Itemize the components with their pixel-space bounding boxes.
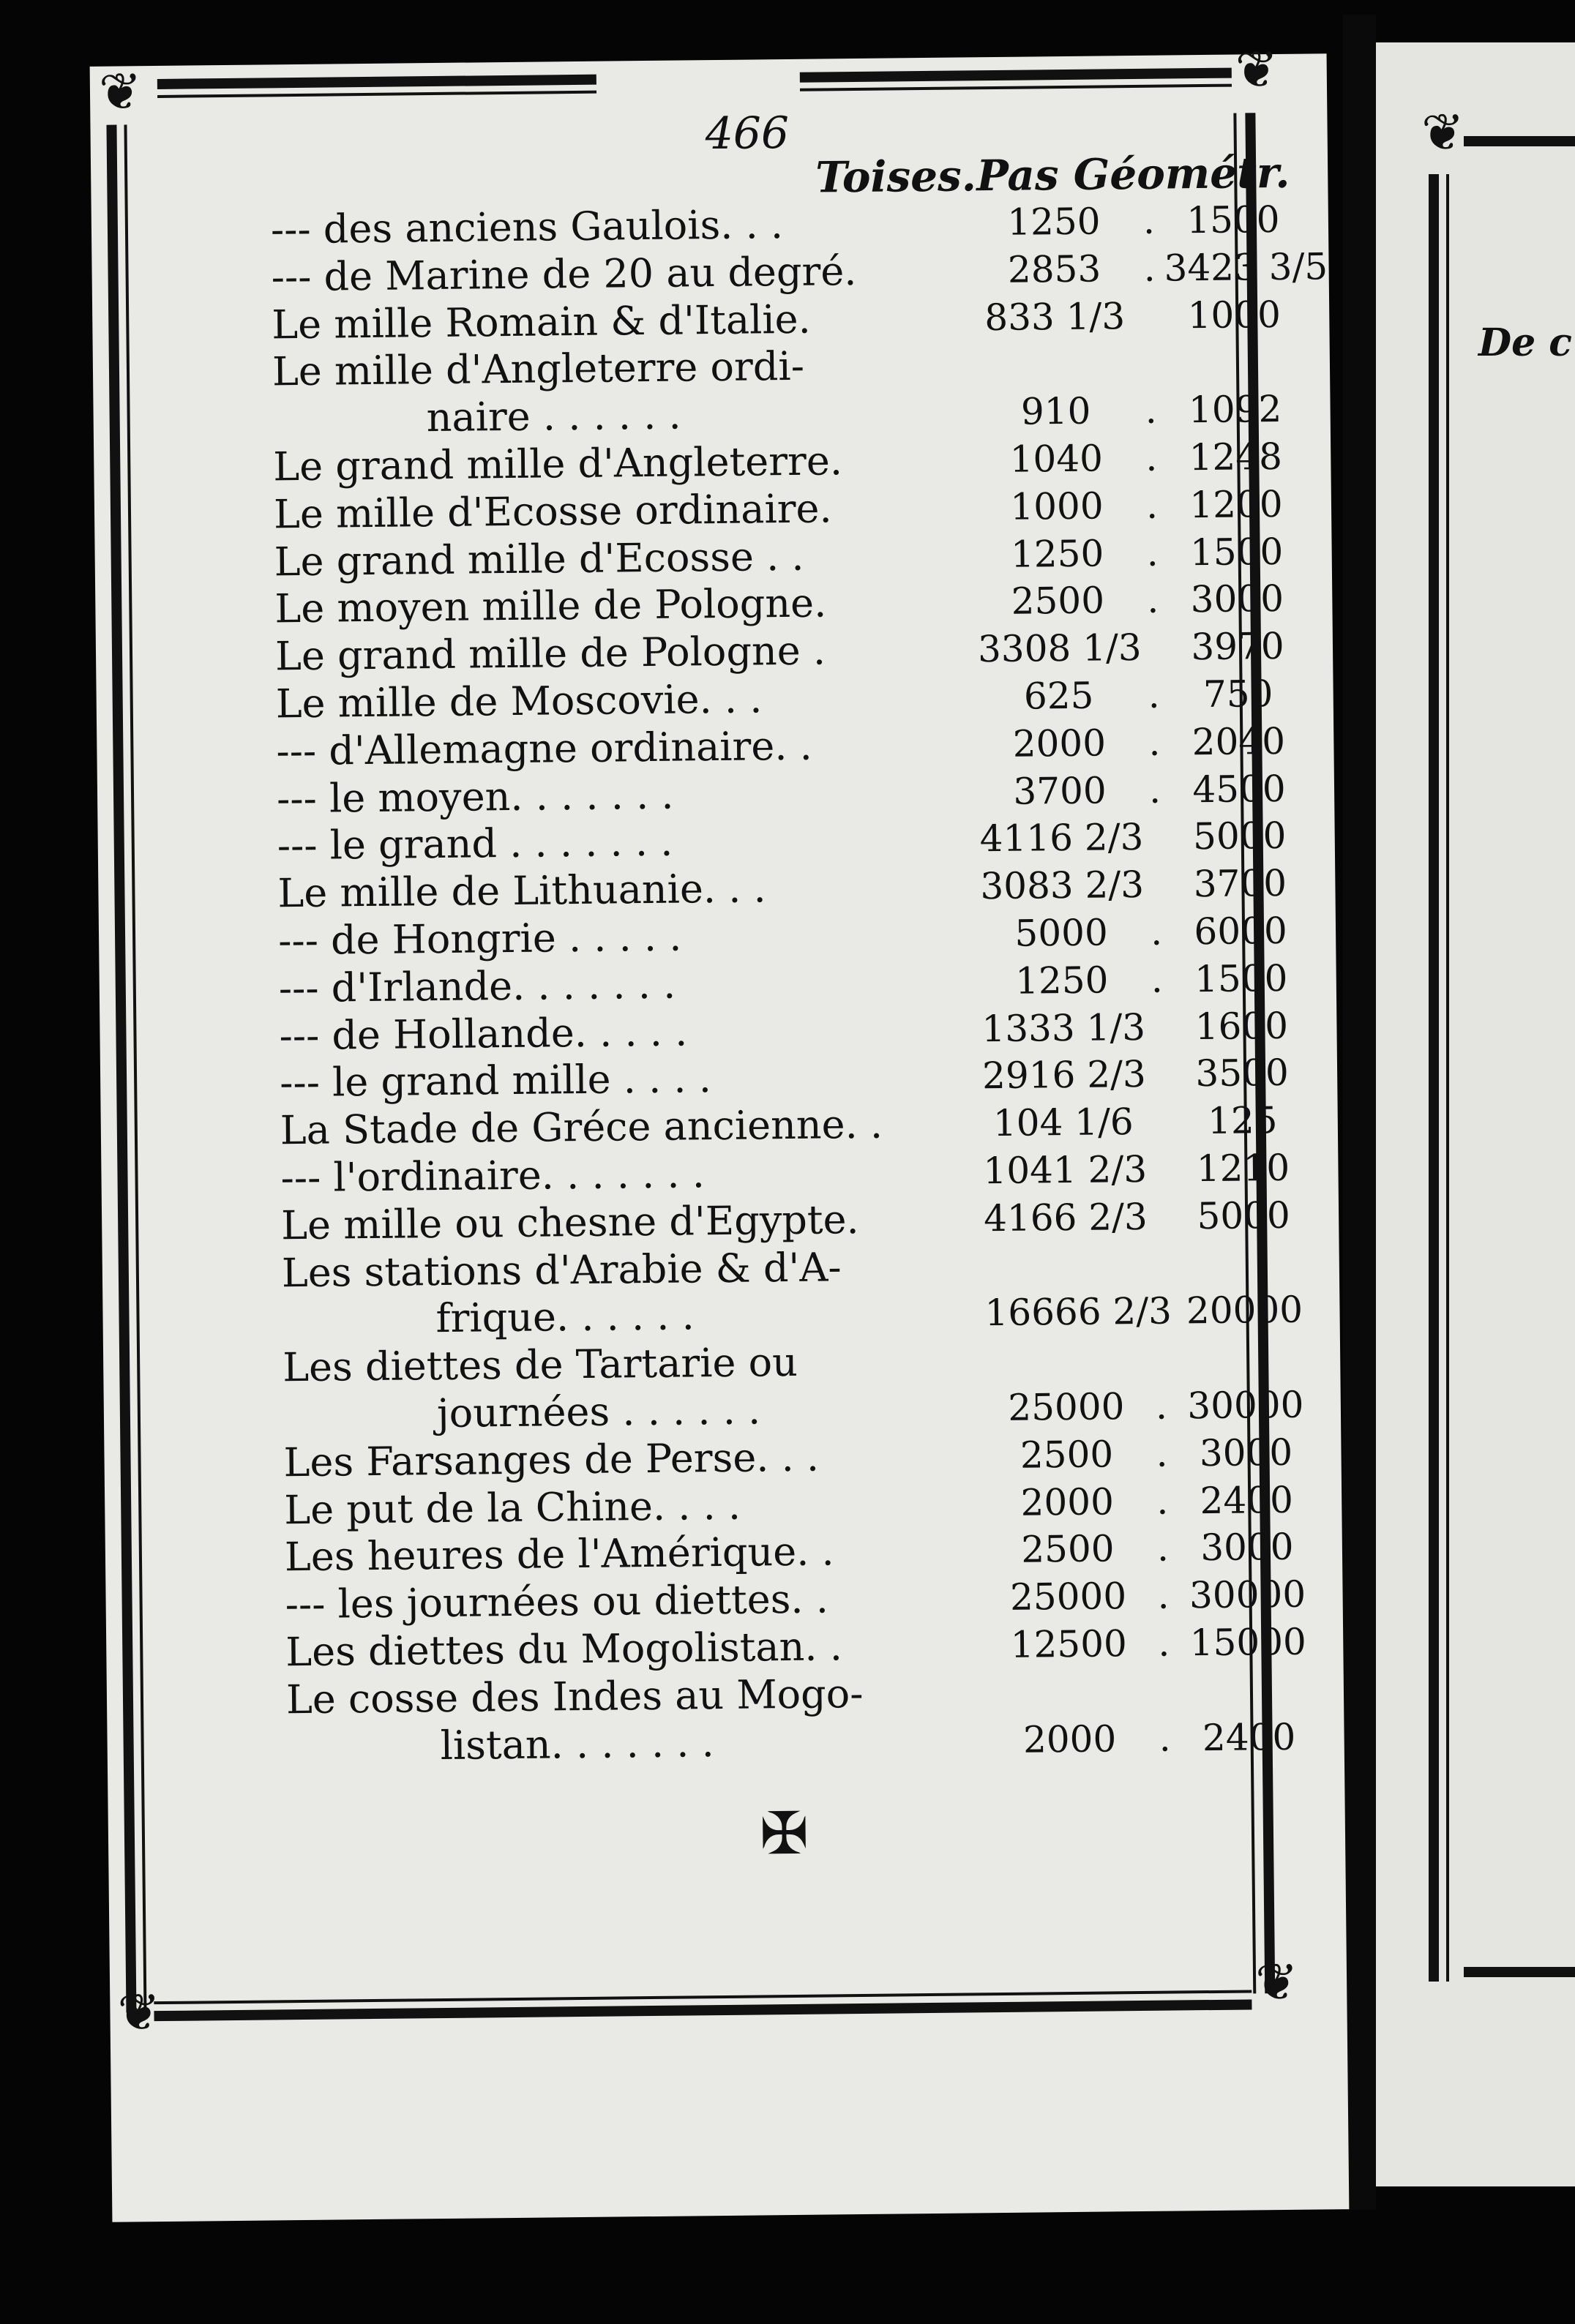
pas-value: 5000 bbox=[1197, 1193, 1291, 1237]
unit-name: Le mille de Lithuanie. . . bbox=[277, 865, 766, 917]
unit-name: --- les journées ou diettes. . bbox=[285, 1575, 829, 1628]
right-page-border-thick bbox=[1429, 174, 1439, 1982]
unit-name: Le mille de Moscovie. . . bbox=[275, 675, 763, 727]
value-separator: . bbox=[1145, 436, 1158, 479]
value-separator: . bbox=[1151, 958, 1164, 1001]
pas-value: 15000 bbox=[1189, 1620, 1307, 1665]
unit-name: --- le moyen. . . . . . . bbox=[276, 771, 674, 822]
toises-value: 2000 bbox=[1022, 1717, 1117, 1761]
unit-name: Le mille d'Angleterre ordi- bbox=[272, 343, 805, 395]
unit-name: Le grand mille d'Angleterre. bbox=[273, 438, 843, 490]
value-separator: . bbox=[1148, 768, 1161, 811]
unit-name: Le mille d'Ecosse ordinaire. bbox=[273, 485, 832, 538]
toises-value: 3308 1/3 bbox=[977, 626, 1142, 671]
pas-value: 6000 bbox=[1194, 909, 1288, 953]
value-separator: . bbox=[1157, 1574, 1170, 1617]
toises-value: 4166 2/3 bbox=[983, 1195, 1148, 1240]
toises-value: 833 1/3 bbox=[984, 294, 1126, 339]
unit-name: Le put de la Chine. . . . bbox=[283, 1482, 741, 1533]
left-border-thick bbox=[106, 125, 136, 2013]
value-separator: . bbox=[1150, 910, 1163, 953]
toises-value: 1250 bbox=[1010, 532, 1104, 576]
pas-value: 1500 bbox=[1186, 198, 1280, 242]
value-separator: . bbox=[1156, 1526, 1170, 1570]
value-separator: . bbox=[1156, 1432, 1168, 1475]
toises-value: 25000 bbox=[1009, 1575, 1127, 1619]
value-separator: . bbox=[1156, 1480, 1169, 1523]
pas-value: 20000 bbox=[1186, 1289, 1303, 1332]
value-separator: . bbox=[1148, 721, 1161, 764]
pas-value: 30000 bbox=[1187, 1383, 1304, 1428]
pas-value: 1200 bbox=[1189, 482, 1283, 527]
value-separator: . bbox=[1147, 579, 1159, 622]
pas-value: 3970 bbox=[1191, 625, 1284, 669]
unit-name: Le grand mille de Pologne . bbox=[274, 627, 826, 680]
pas-value: 1500 bbox=[1194, 956, 1288, 1000]
unit-name: Les stations d'Arabie & d'A- bbox=[281, 1243, 842, 1296]
toises-value: 2853 bbox=[1007, 247, 1101, 291]
pas-value: 3423 3/5 bbox=[1164, 245, 1328, 290]
pas-value: 3700 bbox=[1193, 862, 1287, 906]
unit-name: --- de Hollande. . . . . bbox=[279, 1008, 688, 1059]
unit-name: Les diettes de Tartarie ou bbox=[282, 1339, 798, 1391]
toises-value: 1040 bbox=[1009, 437, 1104, 481]
unit-name: Les heures de l'Amérique. . bbox=[284, 1528, 834, 1581]
value-separator: . bbox=[1145, 389, 1157, 432]
top-rule-right bbox=[800, 68, 1232, 83]
top-rule-right-thin bbox=[800, 84, 1232, 91]
value-separator: . bbox=[1155, 1384, 1168, 1428]
value-separator: . bbox=[1145, 484, 1159, 527]
value-separator: . bbox=[1158, 1622, 1170, 1665]
pas-value: 5000 bbox=[1192, 814, 1287, 858]
corner-ornament-bottom-right: ❦ bbox=[1254, 1952, 1299, 2013]
unit-name: --- des anciens Gaulois. . . bbox=[270, 201, 784, 253]
toises-value: 16666 2/3 bbox=[984, 1289, 1172, 1335]
toises-value: 1250 bbox=[1014, 959, 1109, 1002]
unit-name: --- le grand mille . . . . bbox=[279, 1055, 712, 1106]
unit-name: Le mille ou chesne d'Egypte. bbox=[280, 1196, 859, 1249]
pas-value: 4500 bbox=[1192, 767, 1286, 811]
toises-value: 2500 bbox=[1020, 1527, 1115, 1572]
unit-name: La Stade de Gréce ancienne. . bbox=[280, 1101, 883, 1154]
unit-name: --- d'Irlande. . . . . . . bbox=[278, 961, 676, 1012]
pas-value: 1210 bbox=[1196, 1146, 1290, 1191]
toises-value: 1250 bbox=[1006, 200, 1101, 244]
unit-name: journées . . . . . . bbox=[436, 1387, 761, 1437]
toises-value: 1000 bbox=[1010, 484, 1104, 528]
pas-value: 3000 bbox=[1199, 1431, 1293, 1474]
pas-value: 1000 bbox=[1187, 293, 1282, 337]
unit-name: Les Farsanges de Perse. . . bbox=[283, 1433, 820, 1486]
pas-value: 30000 bbox=[1189, 1573, 1306, 1617]
pas-value: 1248 bbox=[1189, 435, 1283, 479]
toises-value: 625 bbox=[1023, 674, 1094, 718]
unit-name: --- de Marine de 20 au degré. bbox=[271, 247, 857, 301]
unit-name: Le moyen mille de Pologne. bbox=[274, 580, 827, 632]
pas-value: 125 bbox=[1207, 1099, 1278, 1143]
toises-value: 4116 2/3 bbox=[979, 816, 1144, 861]
corner-ornament-bottom-left: ❦ bbox=[117, 1982, 161, 2043]
column-header-pas-geometr: Pas Géométr. bbox=[976, 147, 1290, 201]
toises-value: 1333 1/3 bbox=[981, 1005, 1146, 1050]
unit-name: --- de Hongrie . . . . . bbox=[277, 913, 682, 964]
right-page-bottom-rule bbox=[1464, 1967, 1575, 1977]
value-separator: . bbox=[1159, 1717, 1171, 1760]
unit-name: --- l'ordinaire. . . . . . . bbox=[280, 1150, 706, 1202]
toises-value: 2000 bbox=[1012, 721, 1107, 765]
toises-value: 25000 bbox=[1008, 1385, 1125, 1429]
bottom-rule-thick bbox=[154, 1999, 1252, 2021]
toises-value: 2500 bbox=[1011, 579, 1105, 623]
unit-name: Le cosse des Indes au Mogo- bbox=[285, 1670, 864, 1723]
unit-name: listan. . . . . . . bbox=[440, 1719, 715, 1769]
toises-value: 5000 bbox=[1014, 911, 1109, 955]
end-ornament: ✠ bbox=[759, 1799, 809, 1868]
toises-value: 910 bbox=[1020, 389, 1091, 433]
right-page-corner-ornament: ❦ bbox=[1421, 102, 1464, 162]
toises-value: 3083 2/3 bbox=[980, 863, 1145, 908]
pas-value: 1500 bbox=[1189, 530, 1284, 574]
pas-value: 3500 bbox=[1195, 1052, 1290, 1095]
left-page bbox=[90, 39, 1350, 2222]
top-rule-left bbox=[157, 75, 596, 89]
toises-value: 104 1/6 bbox=[992, 1101, 1134, 1145]
right-page-border-thin bbox=[1446, 174, 1449, 1982]
pas-value: 2040 bbox=[1191, 719, 1286, 764]
table-row bbox=[286, 1713, 1333, 1771]
unit-name: Le mille Romain & d'Italie. bbox=[271, 296, 812, 348]
unit-name: --- le grand . . . . . . . bbox=[277, 819, 673, 869]
top-rule-left-thin bbox=[157, 91, 596, 98]
toises-value: 2500 bbox=[1020, 1433, 1114, 1477]
corner-ornament-top-right: ❦ bbox=[1235, 39, 1279, 100]
toises-value: 3700 bbox=[1013, 769, 1107, 813]
unit-name: naire . . . . . . bbox=[426, 391, 681, 441]
pas-value: 2400 bbox=[1200, 1478, 1294, 1522]
unit-name: frique. . . . . . bbox=[435, 1292, 695, 1342]
toises-value: 12500 bbox=[1010, 1622, 1128, 1666]
pas-value: 1600 bbox=[1194, 1004, 1289, 1048]
unit-name: Le grand mille d'Ecosse . . bbox=[274, 533, 804, 585]
page-number: 466 bbox=[705, 107, 790, 160]
value-separator: . bbox=[1146, 531, 1159, 574]
pas-value: 3000 bbox=[1200, 1526, 1294, 1570]
right-page-text-fragment: De c bbox=[1478, 321, 1572, 365]
column-header-toises: Toises. bbox=[815, 151, 977, 203]
value-separator: . bbox=[1148, 673, 1160, 716]
toises-value: 1041 2/3 bbox=[983, 1147, 1148, 1193]
pas-value: 3000 bbox=[1190, 577, 1284, 621]
right-page bbox=[1376, 42, 1575, 2186]
book-gutter bbox=[1343, 15, 1376, 2210]
value-separator: . bbox=[1142, 199, 1156, 242]
pas-value: 750 bbox=[1202, 672, 1273, 716]
right-page-top-rule bbox=[1464, 136, 1575, 146]
pas-value: 2400 bbox=[1202, 1715, 1296, 1759]
toises-value: 2000 bbox=[1020, 1480, 1115, 1524]
value-separator: . bbox=[1143, 247, 1156, 290]
corner-ornament-top-left: ❦ bbox=[98, 61, 143, 122]
unit-name: --- d'Allemagne ordinaire. . bbox=[276, 722, 813, 775]
unit-name: Les diettes du Mogolistan. . bbox=[285, 1623, 843, 1676]
toises-value: 2916 2/3 bbox=[981, 1053, 1147, 1098]
pas-value: 1092 bbox=[1188, 388, 1282, 432]
